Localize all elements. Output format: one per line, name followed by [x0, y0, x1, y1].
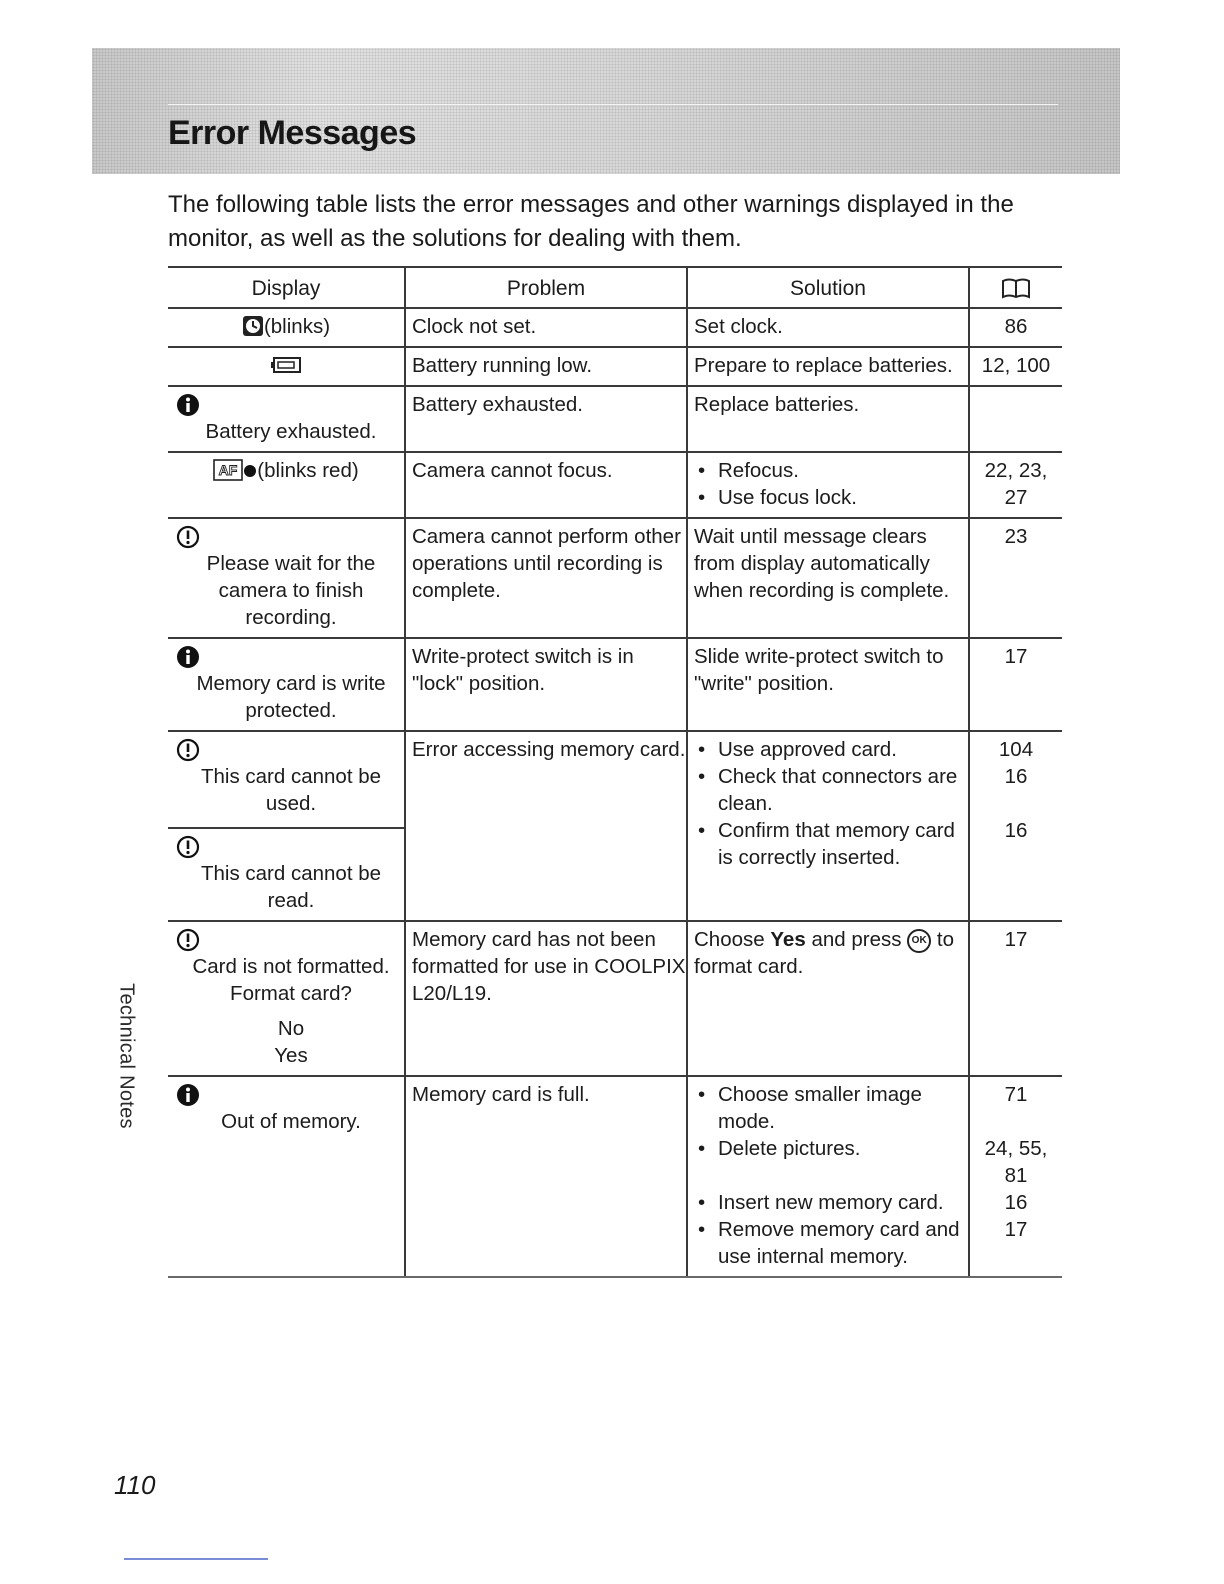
page-cell: 23 [968, 519, 1062, 637]
warning-icon [176, 928, 200, 952]
table-row [168, 639, 1062, 732]
display-cell [168, 732, 404, 920]
table-row [168, 453, 1062, 519]
page-ref: 81 [1004, 1164, 1028, 1187]
page-cell [968, 1077, 1062, 1276]
format-option-no: No [277, 1017, 305, 1040]
intro-text: The following table lists the error messages and other warnings displayed in the monitor, as well as the solutions for dealing with them. [168, 191, 1014, 252]
display-cell [168, 639, 404, 730]
page-cell: 17 [968, 639, 1062, 730]
display-text: (blinks red) [257, 459, 359, 482]
page-cell [968, 387, 1062, 451]
problem-cell: Battery exhausted. [404, 387, 686, 451]
problem-cell: Camera cannot perform other operations until recording is complete. [404, 519, 686, 637]
table-header-row [168, 266, 1062, 309]
problem-cell: Write-protect switch is in "lock" position. [404, 639, 686, 730]
solution-cell: Slide write-protect switch to "write" position. [686, 639, 968, 730]
info-icon [176, 645, 200, 669]
header-page-reference [968, 268, 1062, 307]
display-text: Battery exhausted. [205, 420, 377, 443]
display-cell [168, 387, 404, 451]
solution-cell: Prepare to replace batteries. [686, 348, 968, 385]
solution-cell [686, 1077, 968, 1276]
page-number: 110 [114, 1470, 156, 1500]
solution-cell [686, 453, 968, 517]
header-solution: Solution [686, 268, 968, 307]
warning-icon [176, 525, 200, 549]
page-ref: 16 [1004, 765, 1028, 788]
warning-icon [176, 835, 200, 859]
solution-item: • Remove memory card and use internal memory. [694, 1216, 968, 1270]
display-text: Please wait for the camera to finish recording. [206, 552, 376, 629]
problem-cell: Clock not set. [404, 309, 686, 346]
solution-item: • Use approved card. [694, 736, 968, 763]
battery-low-icon [270, 355, 302, 375]
page-cell: 86 [968, 309, 1062, 346]
header-band [92, 48, 1120, 174]
display-cell [168, 922, 404, 1075]
table-row [168, 1077, 1062, 1278]
table-row [168, 922, 1062, 1077]
page-cell: 17 [968, 922, 1062, 1075]
solution-text: to format card. [694, 928, 954, 978]
book-icon [1001, 277, 1031, 301]
error-messages-table [168, 266, 1062, 1278]
problem-cell: Battery running low. [404, 348, 686, 385]
page-ref: 16 [1004, 819, 1028, 842]
solution-text: and press [811, 928, 902, 951]
page-cell [968, 732, 1062, 920]
page-title: Error Messages [168, 114, 417, 152]
solution-cell: Wait until message clears from display automatically when recording is complete. [686, 519, 968, 637]
header-rule [168, 104, 1058, 105]
table-row [168, 348, 1062, 387]
page-cell: 12, 100 [968, 348, 1062, 385]
display-cell [168, 309, 404, 346]
info-icon [176, 1083, 200, 1107]
af-indicator-icon [213, 459, 257, 481]
solution-cell [686, 922, 968, 1075]
page-ref: 16 [1004, 1191, 1028, 1214]
solution-cell [686, 732, 968, 920]
solution-item: • Insert new memory card. [694, 1189, 968, 1216]
solution-bold-text: Yes [770, 928, 806, 951]
display-text: Card is not formatted. Format card? [192, 955, 390, 1005]
display-cell [168, 519, 404, 637]
solution-text: Choose [694, 928, 765, 951]
page-ref: 71 [1004, 1083, 1028, 1106]
display-cell [168, 453, 404, 517]
page-ref: 24, 55, [984, 1137, 1048, 1160]
header-display: Display [251, 277, 321, 300]
problem-cell: Memory card has not been formatted for use in COOLPIX L20/L19. [404, 922, 686, 1075]
solution-cell: Set clock. [686, 309, 968, 346]
page-ref: 17 [1004, 1218, 1028, 1241]
solution-item: • Choose smaller image mode. [694, 1081, 968, 1135]
solution-item: • Check that connectors are clean. [694, 763, 968, 817]
display-text: Out of memory. [221, 1110, 361, 1133]
footer-rule [124, 1558, 268, 1560]
table-row [168, 387, 1062, 453]
svg-text:AF: AF [218, 462, 238, 478]
page-ref: 104 [998, 738, 1034, 761]
table-row [168, 309, 1062, 348]
solution-item: • Confirm that memory card is correctly inserted. [694, 817, 968, 871]
header-problem: Problem [404, 268, 686, 307]
table-row [168, 732, 1062, 922]
table-row [168, 519, 1062, 639]
display-text: This card cannot be used. [200, 765, 382, 815]
solution-cell: Replace batteries. [686, 387, 968, 451]
info-icon [176, 393, 200, 417]
ok-button-icon: OK [907, 929, 931, 953]
solution-item: • Refocus. [694, 457, 968, 484]
problem-cell: Error accessing memory card. [404, 732, 686, 920]
solution-item: • Delete pictures. [694, 1135, 968, 1162]
display-text: Memory card is write protected. [196, 672, 386, 722]
display-text: (blinks) [263, 315, 331, 338]
problem-cell: Memory card is full. [404, 1077, 686, 1276]
display-cell [168, 348, 404, 385]
display-text: This card cannot be read. [200, 862, 382, 912]
format-option-yes: Yes [274, 1044, 308, 1067]
clock-icon [242, 315, 264, 337]
warning-icon [176, 738, 200, 762]
page-cell: 22, 23, 27 [968, 453, 1062, 517]
display-cell [168, 1077, 404, 1276]
solution-item: • Use focus lock. [694, 484, 968, 511]
section-side-label: Technical Notes [115, 983, 138, 1129]
problem-cell: Camera cannot focus. [404, 453, 686, 517]
